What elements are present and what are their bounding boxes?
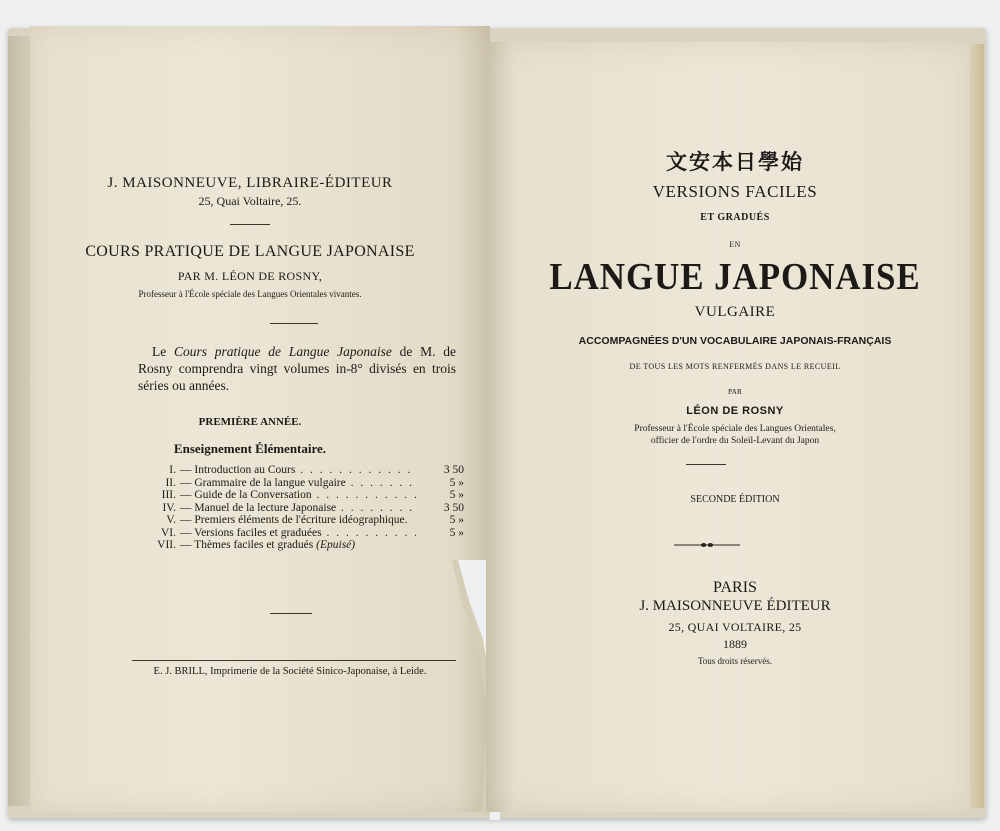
toc-title: — Premiers éléments de l'écriture idéographique. (180, 514, 408, 526)
left-author-position: Professeur à l'École spéciale des Langues Orientales vivantes. (138, 289, 362, 299)
right-page-edge (970, 44, 984, 808)
paragraph-italic: Cours pratique de Langue Japonaise (174, 344, 392, 359)
toc-num: II. (165, 476, 176, 489)
course-title: COURS PRATIQUE DE LANGUE JAPONAISE (85, 243, 415, 260)
toc-title (180, 539, 416, 552)
toc-title: — Manuel de la lecture Japonaise . . . (180, 502, 416, 515)
toc-title-text: — Thèmes faciles et gradués (180, 539, 314, 551)
printer-rule (132, 660, 456, 661)
toc-title-italic: (Epuisé) (316, 539, 356, 551)
title-en: EN (729, 240, 741, 249)
toc-num: VII. (157, 539, 176, 551)
toc-num: III. (161, 489, 176, 501)
toc-price: 5 » (449, 489, 464, 501)
vulgaire: VULGAIRE (694, 304, 776, 320)
subheading: Enseignement Élémentaire. (173, 441, 327, 456)
toc-num: IV. (162, 501, 176, 514)
tous-les-mots: DE TOUS LES MOTS RENFERMÉS DANS LE RECUEIL (629, 362, 841, 371)
year: 1889 (723, 637, 747, 651)
toc-num: V. (166, 514, 176, 526)
toc-row (134, 464, 464, 477)
left-divider-1 (230, 224, 270, 225)
accompagnees: ACCOMPAGNÉES D'UN VOCABULAIRE JAPONAIS-FRANÇAIS (578, 335, 892, 347)
right-divider-1 (686, 464, 726, 465)
left-address: 25, Quai Voltaire, 25. (198, 194, 302, 208)
left-divider-3 (270, 613, 312, 614)
left-divider-2 (270, 323, 318, 324)
toc-title: — Versions faciles et graduées . . . (180, 527, 416, 540)
paragraph-rest: de M. de Rosny comprendra vingt volumes in-8° divisés en trois séries ou années. (138, 344, 456, 393)
paragraph-prefix: Le (152, 344, 175, 359)
toc-row (134, 489, 464, 502)
toc-title: — Grammaire de la langue vulgaire . . . (180, 477, 416, 490)
toc-row (134, 477, 464, 490)
toc-price: 3 50 (443, 501, 464, 514)
left-author: PAR M. LÉON DE ROSNY, (177, 269, 323, 283)
toc-title: — Guide de la Conversation . . . (180, 489, 416, 502)
par: PAR (728, 387, 742, 396)
year-heading: PREMIÈRE ANNÉE. (198, 416, 302, 428)
ornament-icon (674, 540, 740, 550)
toc-row (134, 539, 464, 552)
title-line1: VERSIONS FACILES (652, 182, 818, 201)
toc-price: 5 » (449, 526, 464, 539)
toc-title: — Introduction au Cours . . . (180, 464, 416, 477)
author-position-1: Professeur à l'École spéciale des Langues Orientales, (634, 424, 836, 434)
right-address: 25, QUAI VOLTAIRE, 25 (668, 620, 802, 634)
printer-line: E. J. BRILL, Imprimerie de la Société Sinico-Japonaise, à Leide. (153, 666, 427, 677)
toc-row (134, 514, 464, 527)
toc-price: 3 50 (443, 464, 464, 476)
toc-price: 5 » (449, 476, 464, 489)
table-of-contents (134, 464, 464, 552)
title-line2: ET GRADUÉS (700, 212, 770, 223)
city: PARIS (713, 579, 757, 596)
main-title: LANGUE JAPONAISE (549, 256, 921, 298)
right-publisher: J. MAISONNEUVE ÉDITEUR (639, 598, 831, 614)
toc-num: I. (169, 464, 176, 476)
left-publisher: J. MAISONNEUVE, LIBRAIRE-ÉDITEUR (107, 175, 393, 191)
right-author: LÉON DE ROSNY (686, 405, 784, 417)
japanese-title: 文安本日學始 (666, 150, 804, 174)
toc-price: 5 » (449, 514, 464, 526)
course-paragraph (138, 343, 456, 394)
edition: SECONDE ÉDITION (690, 494, 780, 505)
toc-row (134, 527, 464, 540)
rights: Tous droits réservés. (697, 656, 773, 666)
toc-num: VI. (160, 526, 176, 539)
author-position-2: officier de l'ordre du Soleil-Levant du Japon (650, 436, 820, 446)
toc-row (134, 502, 464, 515)
